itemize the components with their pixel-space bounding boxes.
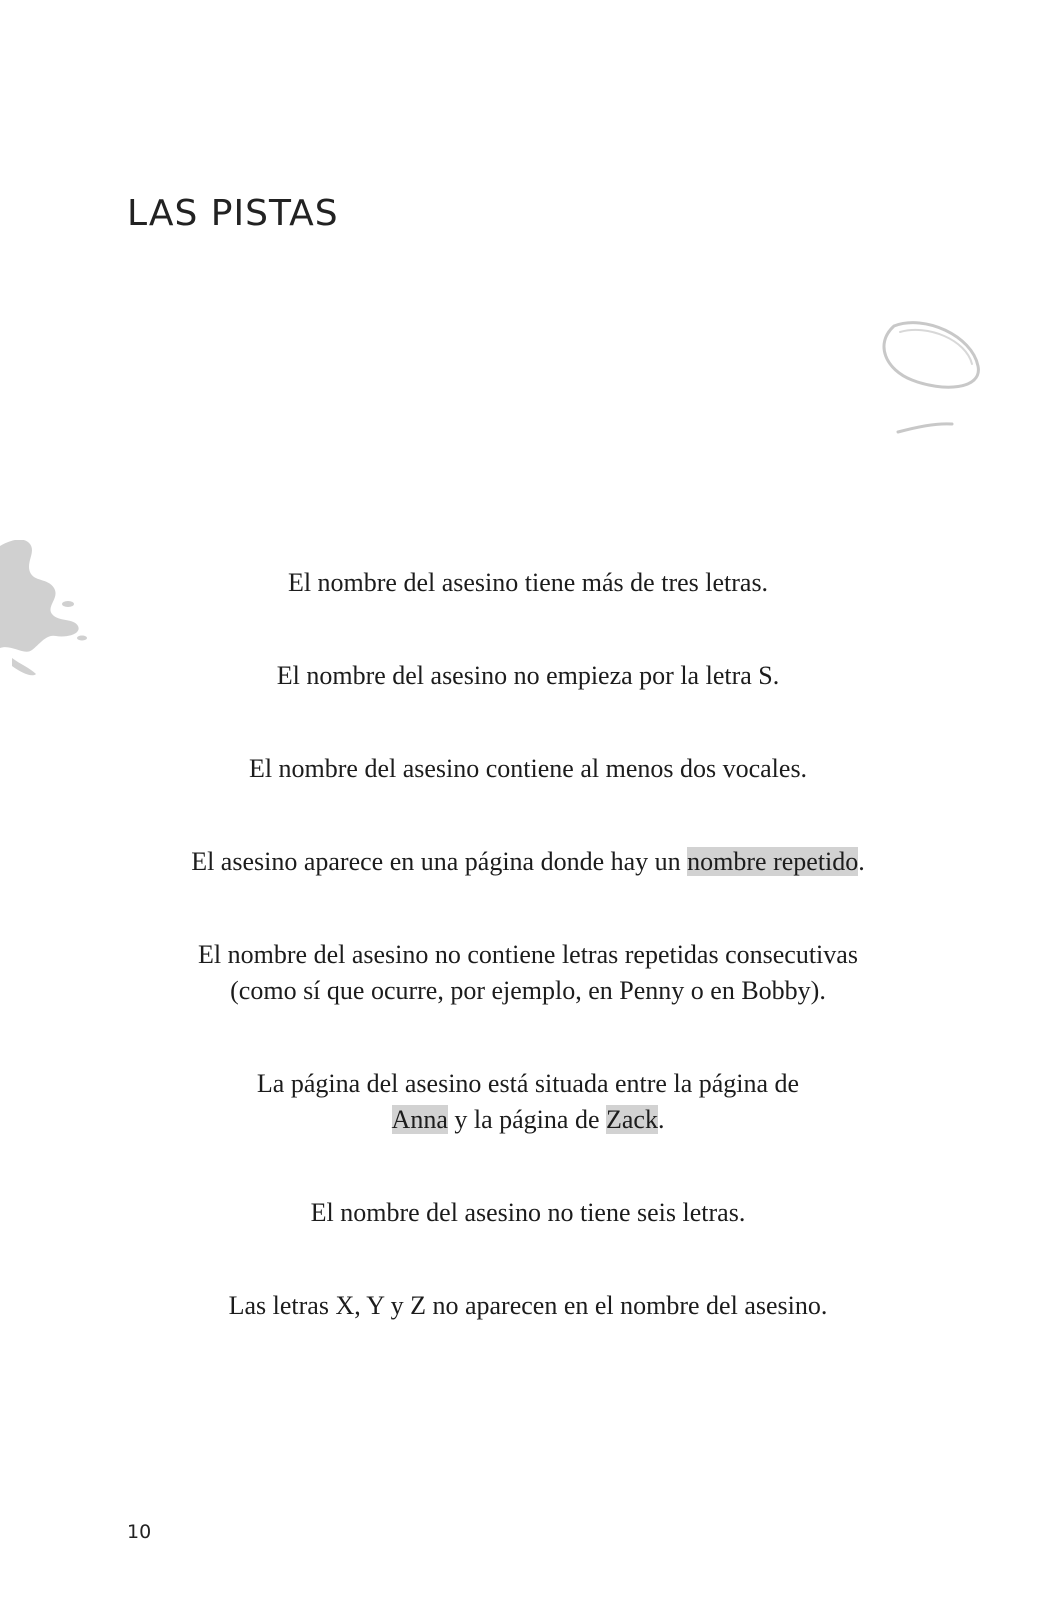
clue-text: (como sí que ocurre, por ejemplo, en Penny o en Bobby). [230,976,826,1005]
page-title: LAS PISTAS [127,193,339,234]
clue-3 [0,751,1056,787]
clue-text: El nombre del asesino no tiene seis letras. [310,1198,746,1227]
clue-list [0,565,1056,1381]
clue-7 [0,1195,1056,1231]
clue-text: El asesino aparece en una página donde hay un [191,847,688,876]
clue-4 [0,844,1056,880]
highlighted-name: Anna [391,1105,448,1134]
clue-text: El nombre del asesino tiene más de tres letras. [287,568,769,597]
page-number: 10 [127,1521,152,1543]
clue-2 [0,658,1056,694]
highlighted-name: Zack [605,1105,658,1134]
clue-8 [0,1288,1056,1324]
clue-1 [0,565,1056,601]
clue-text: Las letras X, Y y Z no aparecen en el nombre del asesino. [228,1291,828,1320]
clue-text: El nombre del asesino contiene al menos dos vocales. [248,754,808,783]
clue-text: . [858,847,865,876]
pencil-scribble-decoration [880,318,1005,458]
clue-text: . [657,1105,665,1134]
highlighted-text: nombre repetido [687,847,859,876]
clue-5 [0,937,1056,1009]
clue-text: El nombre del asesino no empieza por la letra S. [276,661,780,690]
clue-text: La página del asesino está situada entre la página de [256,1069,800,1098]
clue-6 [0,1066,1056,1138]
clue-text: y la página de [447,1105,606,1134]
clue-text: El nombre del asesino no contiene letras repetidas consecutivas [198,940,858,969]
